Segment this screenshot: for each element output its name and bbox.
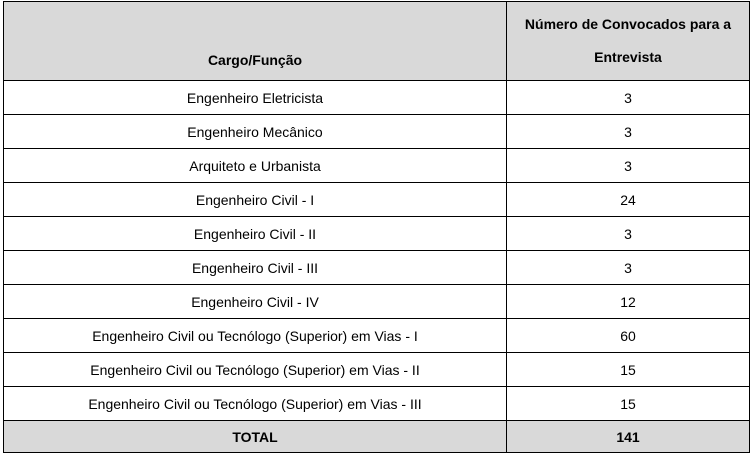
table-row bbox=[4, 387, 750, 421]
count-cell: 3 bbox=[507, 149, 750, 183]
total-value: 141 bbox=[507, 421, 750, 453]
table-body bbox=[4, 81, 750, 421]
role-cell: Engenheiro Civil - III bbox=[4, 251, 507, 285]
role-cell: Engenheiro Civil ou Tecnólogo (Superior) em Vias - I bbox=[4, 319, 507, 353]
role-cell: Engenheiro Eletricista bbox=[4, 81, 507, 115]
total-row bbox=[4, 421, 750, 453]
count-cell: 3 bbox=[507, 81, 750, 115]
table-row bbox=[4, 353, 750, 387]
header-role: Cargo/Função bbox=[4, 2, 507, 81]
count-cell: 3 bbox=[507, 217, 750, 251]
role-cell: Engenheiro Civil - IV bbox=[4, 285, 507, 319]
table-row bbox=[4, 81, 750, 115]
header-count: Número de Convocados para a Entrevista bbox=[507, 2, 750, 81]
table-header bbox=[4, 2, 750, 81]
role-cell: Arquiteto e Urbanista bbox=[4, 149, 507, 183]
role-cell: Engenheiro Civil - II bbox=[4, 217, 507, 251]
count-cell: 3 bbox=[507, 115, 750, 149]
table-row bbox=[4, 183, 750, 217]
header-row bbox=[4, 2, 750, 81]
count-cell: 3 bbox=[507, 251, 750, 285]
role-cell: Engenheiro Civil ou Tecnólogo (Superior) em Vias - II bbox=[4, 353, 507, 387]
table-row bbox=[4, 149, 750, 183]
role-cell: Engenheiro Mecânico bbox=[4, 115, 507, 149]
table-row bbox=[4, 251, 750, 285]
convocados-table bbox=[3, 1, 750, 453]
table-row bbox=[4, 217, 750, 251]
count-cell: 24 bbox=[507, 183, 750, 217]
table-row bbox=[4, 285, 750, 319]
total-label: TOTAL bbox=[4, 421, 507, 453]
role-cell: Engenheiro Civil - I bbox=[4, 183, 507, 217]
table-row bbox=[4, 115, 750, 149]
table-row bbox=[4, 319, 750, 353]
count-cell: 60 bbox=[507, 319, 750, 353]
role-cell: Engenheiro Civil ou Tecnólogo (Superior) em Vias - III bbox=[4, 387, 507, 421]
count-cell: 15 bbox=[507, 387, 750, 421]
table-footer bbox=[4, 421, 750, 453]
count-cell: 12 bbox=[507, 285, 750, 319]
count-cell: 15 bbox=[507, 353, 750, 387]
